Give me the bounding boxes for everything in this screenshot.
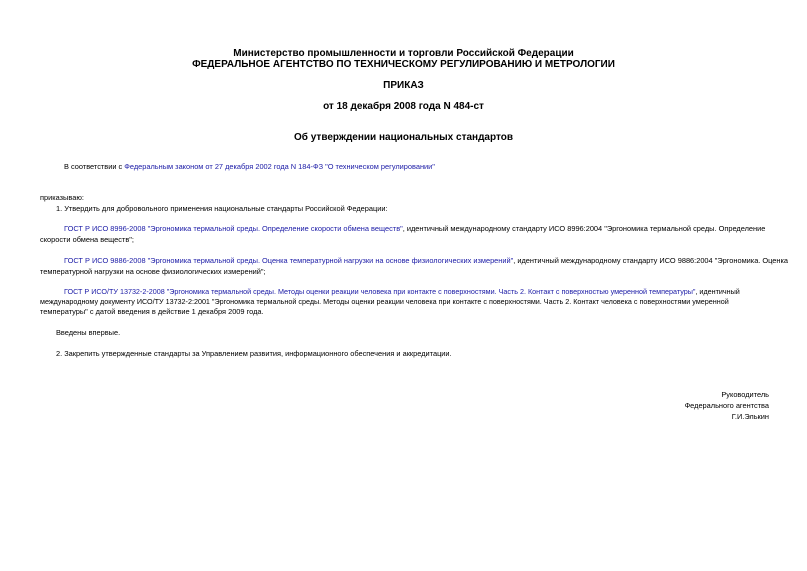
document-subject: Об утверждении национальных стандартов: [294, 132, 513, 143]
item-1: 1. Утвердить для добровольного применения национальные стандарты Российской Федерации:: [56, 204, 388, 213]
document-date: от 18 декабря 2008 года N 484-ст: [323, 101, 484, 112]
standard-3-line2: международному документу ИСО/ТУ 13732-2:2001 "Эргономика термальной среды. Методы оценки реакции человека при контакте с поверхностями. Часть 2. Контакт человека с поверхностями умеренной: [40, 297, 729, 306]
standard-3-line3: температуры" с датой введения в действие 1 декабря 2009 года.: [40, 307, 264, 316]
signature-name: Г.И.Элькин: [731, 412, 769, 421]
signature-title: Руководитель: [721, 390, 769, 399]
standard-2-line1: [64, 256, 788, 267]
standard-2-line2: температурной нагрузки на основе физиологических измерений";: [40, 267, 266, 276]
ministry-heading: Министерство промышленности и торговли Российской Федерации: [233, 48, 574, 59]
standard-2-link[interactable]: ГОСТ Р ИСО 9886-2008 "Эргономика термальной среды. Оценка температурной нагрузки на основе физиологических измерений": [64, 256, 514, 265]
preamble-prefix: В соответствии с: [64, 162, 125, 171]
agency-heading: ФЕДЕРАЛЬНОЕ АГЕНТСТВО ПО ТЕХНИЧЕСКОМУ РЕГУЛИРОВАНИЮ И МЕТРОЛОГИИ: [192, 59, 615, 70]
standard-3-link[interactable]: ГОСТ Р ИСО/ТУ 13732-2-2008 "Эргономика термальной среды. Методы оценки реакции человека при контакте с поверхностями. Часть 2. Контакт с поверхностью умеренной температуры": [64, 287, 696, 296]
standard-1-line1: [64, 224, 765, 235]
document-type: ПРИКАЗ: [383, 80, 424, 91]
standard-1-text: , идентичный международному стандарту ИСО 8996:2004 "Эргономика термальной среды. Определение: [402, 224, 766, 233]
standard-2-text: , идентичный международному стандарту ИСО 9886:2004 "Эргономика. Оценка: [513, 256, 789, 265]
preamble: [64, 162, 435, 173]
order-word: приказываю:: [40, 193, 84, 202]
item-2: 2. Закрепить утвержденные стандарты за Управлением развития, информационного обеспечения и аккредитации.: [56, 349, 452, 358]
signature-agency: Федерального агентства: [684, 401, 769, 410]
standard-3-text: , идентичный: [695, 287, 740, 296]
federal-law-link[interactable]: Федеральным законом от 27 декабря 2002 года N 184-ФЗ "О техническом регулировании": [124, 162, 435, 171]
standard-1-line2: скорости обмена веществ";: [40, 235, 134, 244]
standard-1-link[interactable]: ГОСТ Р ИСО 8996-2008 "Эргономика термальной среды. Определение скорости обмена веществ": [64, 224, 403, 233]
introduced-note: Введены впервые.: [56, 328, 121, 337]
